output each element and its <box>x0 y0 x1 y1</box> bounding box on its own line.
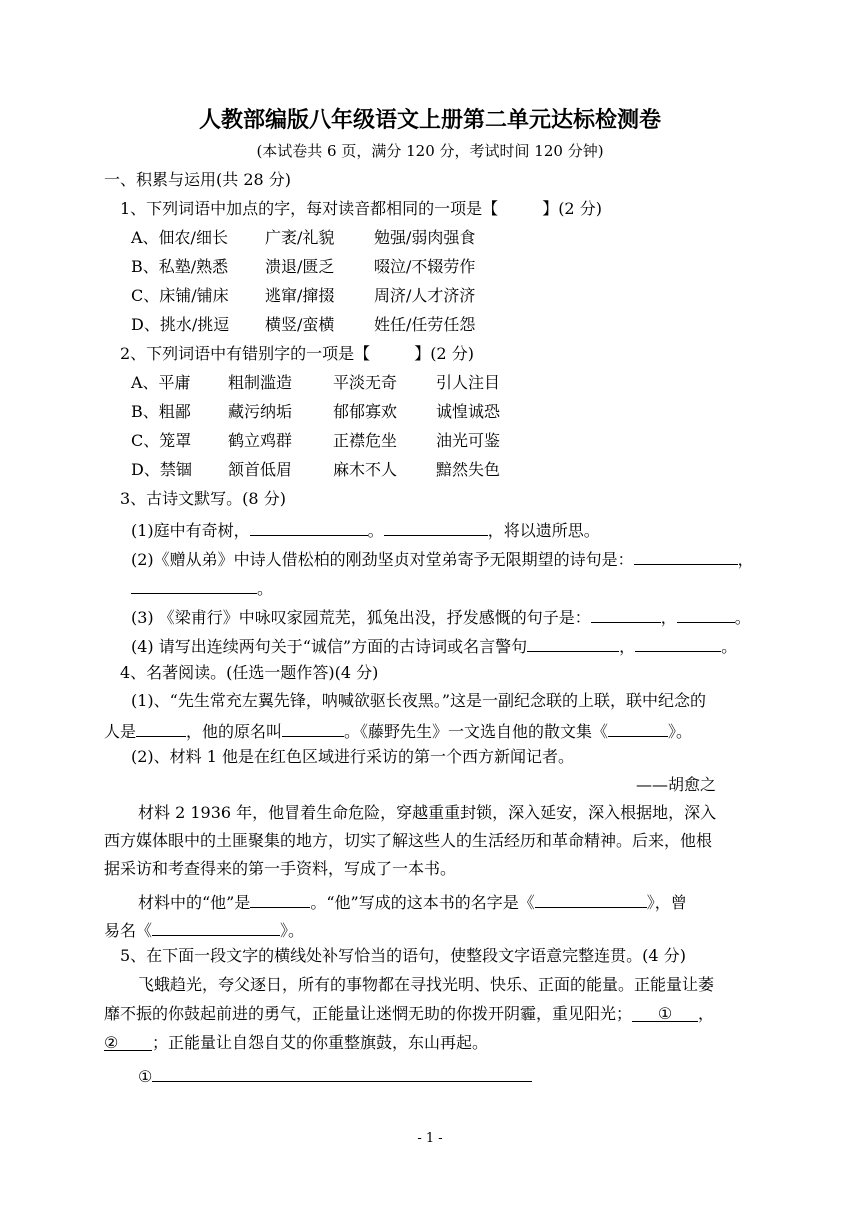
q2-option-d-word4: 黯然失色 <box>436 460 501 479</box>
q3-part3 <box>131 605 751 628</box>
q4-ask-text-a: 材料中的“他”是 <box>138 893 251 912</box>
q3-part3-blank1[interactable] <box>591 605 661 623</box>
q2-option-b-word3: 郁郁寡欢 <box>333 402 398 421</box>
q2-option-d-word2: 颔首低眉 <box>228 460 293 479</box>
q5-blank1-inline[interactable] <box>632 1004 698 1022</box>
section-heading: 一、积累与运用(共 28 分) <box>104 170 292 189</box>
exam-subtitle: (本试卷共 6 页，满分 120 分，考试时间 120 分钟) <box>256 142 604 160</box>
q3-stem: 3、古诗文默写。(8 分) <box>120 489 286 508</box>
q4-ask-line1 <box>138 890 687 913</box>
page-number: - 1 - <box>417 1131 443 1146</box>
q4-material1-attribution: ——胡愈之 <box>636 775 717 794</box>
q5-line2-text: 靡不振的你鼓起前进的勇气，正能量让迷惘无助的你拨开阴霾，重见阳光； <box>104 1004 633 1023</box>
q3-part4-blank2[interactable] <box>635 634 721 652</box>
q3-part2-text: (2)《赠从弟》中诗人借松柏的刚劲坚贞对堂弟寄予无限期望的诗句是： <box>131 550 634 569</box>
q4-collection-blank[interactable] <box>608 719 668 737</box>
q4-original-name-blank[interactable] <box>282 719 344 737</box>
q4-part1-text-a: 人是 <box>104 722 137 741</box>
q1-option-a-label: A、佃农/细长 <box>131 228 228 247</box>
q5-answer1-marker: ① <box>138 1067 153 1086</box>
q2-option-a-word3: 平淡无奇 <box>333 373 398 392</box>
q2-option-c-word2: 鹤立鸡群 <box>228 431 293 450</box>
q1-stem-points: 】(2 分) <box>542 199 602 218</box>
q3-part3-text: (3) 《梁甫行》中咏叹家园荒芜，狐兔出没，抒发感慨的句子是： <box>131 608 591 627</box>
q4-part1-line1: (1)、“先生常充左翼先锋，呐喊欲驱长夜黑。”这是一副纪念联的上联，联中纪念的 <box>131 691 707 710</box>
q1-option-a-word3: 勉强/弱肉强食 <box>374 228 476 247</box>
q3-part3-punct: ， <box>660 608 677 627</box>
q5-line2 <box>104 1004 714 1024</box>
q4-part1-text-d: 》。 <box>668 722 693 741</box>
q2-option-c-word4: 油光可鉴 <box>436 431 501 450</box>
q1-option-a-word2: 广袤/礼貌 <box>265 228 335 247</box>
q4-part1-text-b: ，他的原名叫 <box>186 722 283 741</box>
q4-material2-line3: 据采访和考查得来的第一手资料，写成了一本书。 <box>104 859 457 878</box>
q1-option-b-word3: 啜泣/不辍劳作 <box>374 257 476 276</box>
q1-option-d-label: D、挑水/挑逗 <box>131 315 230 334</box>
q3-part1-blank1[interactable] <box>250 518 368 536</box>
q2-stem-points: 】(2 分) <box>414 344 474 363</box>
q1-stem-text: 1、下列词语中加点的字，每对读音都相同的一项是【 <box>120 199 499 218</box>
q5-line3 <box>104 1033 488 1053</box>
q5-line2-punct: ， <box>698 1004 715 1023</box>
q3-part4-end: 。 <box>721 637 738 656</box>
q3-part1-text: (1)庭中有奇树， <box>131 521 250 540</box>
q2-option-a-label: A、平庸 <box>131 373 191 392</box>
q2-stem <box>120 344 474 364</box>
q5-blank2-inline[interactable] <box>104 1033 152 1051</box>
q5-line1: 飞蛾趋光，夸父逐日，所有的事物都在寻找光明、快乐、正面的能量。正能量让萎 <box>138 975 715 994</box>
q2-option-b-word2: 藏污纳垢 <box>228 402 293 421</box>
q3-part4-text: (4) 请写出连续两句关于“诚信”方面的古诗词或名言警句 <box>131 637 528 656</box>
q4-he-blank[interactable] <box>250 890 310 908</box>
q4-person-blank[interactable] <box>136 719 186 737</box>
q2-option-c-label: C、笼罩 <box>131 431 192 450</box>
q2-stem-text: 2、下列词语中有错别字的一项是【 <box>120 344 371 363</box>
q2-option-b-label: B、粗鄙 <box>131 402 191 421</box>
q1-option-c-word3: 周济/人才济济 <box>374 286 476 305</box>
q1-option-b-label: B、私塾/熟悉 <box>131 257 229 276</box>
q1-option-c-word2: 逃窜/撺掇 <box>265 286 335 305</box>
q2-option-c-word3: 正襟危坐 <box>333 431 398 450</box>
q3-part2-punct: ， <box>737 550 754 569</box>
q4-former-name-blank[interactable] <box>152 918 280 936</box>
q3-part1-text2: ，将以遗所思。 <box>487 521 600 540</box>
q1-option-c-label: C、床铺/铺床 <box>131 286 229 305</box>
q4-ask2-text-a: 易名《 <box>104 921 153 940</box>
q5-stem: 5、在下面一段文字的横线处补写恰当的语句，使整段文字语意完整连贯。(4 分) <box>120 946 686 965</box>
q4-ask-line2 <box>104 918 304 941</box>
q3-part4-punct: ， <box>619 637 636 656</box>
q4-part1-line2 <box>104 719 692 742</box>
q4-stem: 4、名著阅读。(任选一题作答)(4 分) <box>120 663 379 682</box>
q4-material2-line1: 材料 2 1936 年，他冒着生命危险，穿越重重封锁，深入延安，深入根据地，深入 <box>138 803 717 822</box>
q5-blank1-marker: ① <box>657 1004 673 1023</box>
q5-blank2-marker: ② <box>104 1033 119 1052</box>
q3-part3-end: 。 <box>734 608 751 627</box>
q3-part2-blank1[interactable] <box>634 547 738 565</box>
q5-line3-text: ；正能量让自怨自艾的你重整旗鼓，东山再起。 <box>152 1033 489 1052</box>
q4-ask2-text-b: 》。 <box>280 921 305 940</box>
q4-book-name-blank[interactable] <box>535 890 647 908</box>
q1-option-d-word2: 横竖/蛮横 <box>265 315 335 334</box>
q3-part4-blank1[interactable] <box>527 634 619 652</box>
q5-answer1 <box>138 1064 532 1087</box>
q1-option-d-word3: 姓任/任劳任怨 <box>374 315 476 334</box>
q1-stem <box>120 199 602 219</box>
q4-ask-text-c: 》，曾 <box>646 893 687 912</box>
q4-material2-line2: 西方媒体眼中的土匪聚集的地方，切实了解这些人的生活经历和革命精神。后来，他根 <box>104 831 713 850</box>
q4-ask-text-b: 。“他”写成的这本书的名字是《 <box>310 893 535 912</box>
q3-part1-blank2[interactable] <box>384 518 488 536</box>
q3-part3-blank2[interactable] <box>677 605 735 623</box>
q2-option-d-label: D、禁锢 <box>131 460 192 479</box>
q3-part2-blank2[interactable] <box>131 576 257 594</box>
q2-option-b-word4: 诚惶诚恐 <box>436 402 501 421</box>
q5-answer1-blank[interactable] <box>152 1064 532 1082</box>
q2-option-a-word4: 引人注目 <box>436 373 501 392</box>
q3-part1 <box>131 518 600 541</box>
q1-option-b-word2: 溃退/匮乏 <box>265 257 335 276</box>
q2-option-d-word3: 麻木不人 <box>333 460 398 479</box>
q3-part1-punct: 。 <box>367 521 384 540</box>
q2-option-a-word2: 粗制滥造 <box>228 373 293 392</box>
q4-part1-text-c: 。《藤野先生》一文选自他的散文集《 <box>344 722 609 741</box>
q4-material1: (2)、材料 1 他是在红色区域进行采访的第一个西方新闻记者。 <box>131 747 575 766</box>
q3-part4 <box>131 634 737 657</box>
q3-part2 <box>131 547 754 570</box>
page-title: 人教部编版八年级语文上册第二单元达标检测卷 <box>198 107 661 133</box>
q3-part2-cont <box>131 576 273 599</box>
q3-part2-end: 。 <box>257 579 274 598</box>
